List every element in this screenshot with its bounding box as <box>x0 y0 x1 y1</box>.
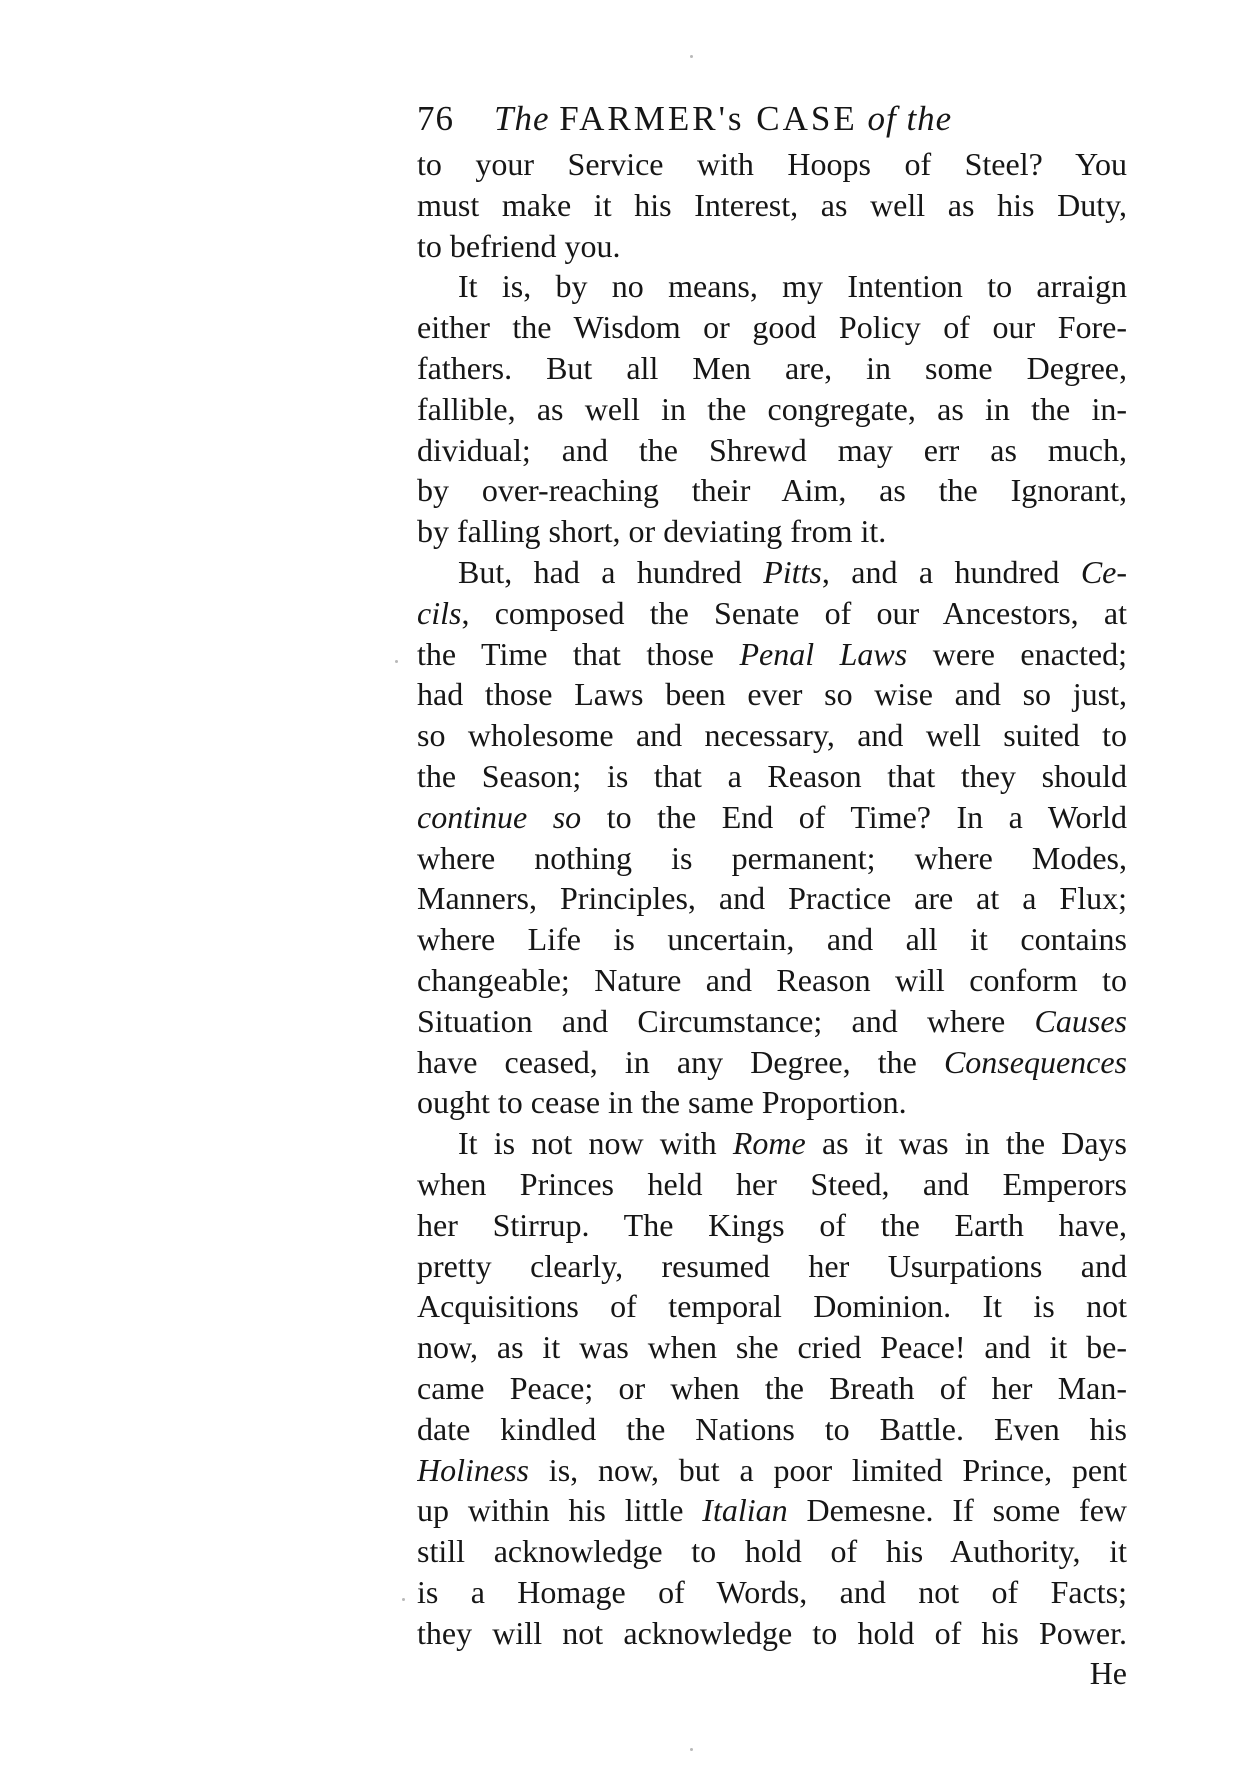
text-line <box>417 715 1127 756</box>
body-text <box>417 144 1127 1653</box>
text-line <box>417 1450 1127 1491</box>
text-run: It is, by no means, my Intention to arraign <box>458 268 1127 305</box>
text-run: But, had a hundred <box>458 553 764 590</box>
text-line <box>417 430 1127 471</box>
text-line <box>417 1164 1127 1205</box>
text-run: changeable; Nature and Reason will conform to <box>417 961 1127 998</box>
text-run: , composed the Senate of our Ancestors, at <box>461 594 1127 631</box>
text-run: to the End of Time? In a World <box>581 798 1127 835</box>
running-title <box>494 94 952 144</box>
text-run: is a Homage of Words, and not of Facts; <box>417 1573 1127 1610</box>
text-line <box>417 919 1127 960</box>
text-run: up within his little <box>417 1492 703 1529</box>
text-run: as it was in the Days <box>805 1125 1127 1162</box>
text-line <box>417 838 1127 879</box>
paper-speck <box>402 1598 405 1601</box>
italic-run: Rome <box>732 1125 806 1162</box>
text-run: they will not acknowledge to hold of his Power. <box>417 1614 1127 1651</box>
text-line <box>417 185 1127 226</box>
text-run: were enacted; <box>907 635 1127 672</box>
text-run: Demesne. If some few <box>787 1492 1127 1529</box>
text-run: still acknowledge to hold of his Authority, it <box>417 1533 1127 1570</box>
text-run: Situation and Circumstance; and where <box>417 1002 1035 1039</box>
text-run: It is not now with <box>458 1125 733 1162</box>
text-run: to your Service with Hoops of Steel? You <box>417 146 1127 182</box>
text-run: by falling short, or deviating from it. <box>417 513 887 550</box>
text-line <box>417 552 1127 593</box>
italic-run: cils <box>417 594 462 631</box>
text-run: , and a hundred <box>821 553 1081 590</box>
text-line <box>417 1368 1127 1409</box>
text-run: the Season; is that a Reason that they should <box>417 757 1127 794</box>
text-run: dividual; and the Shrewd may err as much, <box>417 431 1127 468</box>
text-block <box>417 94 1127 1694</box>
text-run: date kindled the Nations to Battle. Even his <box>417 1410 1127 1447</box>
text-line <box>417 1082 1127 1123</box>
italic-run: Italian <box>702 1492 788 1529</box>
text-run: must make it his Interest, as well as his Duty, <box>417 186 1127 223</box>
text-run: Manners, Principles, and Practice are at a Flux; <box>417 880 1127 917</box>
text-run: her Stirrup. The Kings of the Earth have, <box>417 1206 1127 1243</box>
italic-run: Pitts <box>763 553 822 590</box>
text-run: had those Laws been ever so wise and so just, <box>417 676 1127 713</box>
italic-run: Holiness <box>417 1451 529 1488</box>
text-run: the Time that those <box>417 635 740 672</box>
text-line <box>417 756 1127 797</box>
text-run: is, now, but a poor limited Prince, pent <box>529 1451 1127 1488</box>
text-line <box>417 960 1127 1001</box>
text-line <box>417 634 1127 675</box>
text-run: now, as it was when she cried Peace! and it be- <box>417 1329 1127 1366</box>
text-run: either the Wisdom or good Policy of our Fore- <box>417 309 1127 346</box>
paper-speck <box>395 660 398 663</box>
running-title-tail: of the <box>867 99 953 138</box>
text-line <box>417 593 1127 634</box>
text-line <box>417 1531 1127 1572</box>
paper-speck <box>690 1748 693 1751</box>
running-title-main: FARMER's CASE <box>559 99 858 138</box>
text-line <box>417 1572 1127 1613</box>
text-run: pretty clearly, resumed her Usurpations and <box>417 1247 1127 1284</box>
text-run: have ceased, in any Degree, the <box>417 1043 944 1080</box>
text-line <box>417 266 1127 307</box>
text-run: so wholesome and necessary, and well suited to <box>417 717 1127 754</box>
page-number: 76 <box>417 99 454 138</box>
text-line <box>417 674 1127 715</box>
text-line <box>417 1613 1127 1654</box>
italic-run: Penal Laws <box>739 635 908 672</box>
text-line <box>417 878 1127 919</box>
running-title-the: The <box>494 99 550 138</box>
text-run: came Peace; or when the Breath of her Man- <box>417 1369 1127 1406</box>
text-line <box>417 307 1127 348</box>
text-line <box>417 389 1127 430</box>
text-line <box>417 1001 1127 1042</box>
italic-run: continue so <box>417 798 582 835</box>
text-run: to befriend you. <box>417 227 621 264</box>
text-line <box>417 797 1127 838</box>
text-line <box>417 470 1127 511</box>
text-line <box>417 1327 1127 1368</box>
text-run: ought to cease in the same Proportion. <box>417 1084 907 1121</box>
text-run: Acquisitions of temporal Dominion. It is not <box>417 1288 1127 1325</box>
text-run: fathers. But all Men are, in some Degree, <box>417 349 1127 386</box>
text-line <box>417 1286 1127 1327</box>
text-run: where Life is uncertain, and all it contains <box>417 921 1127 958</box>
text-line <box>417 1042 1127 1083</box>
text-line <box>417 1205 1127 1246</box>
text-run: by over-reaching their Aim, as the Ignorant, <box>417 472 1127 509</box>
text-line <box>417 348 1127 389</box>
text-run: fallible, as well in the congregate, as in the in- <box>417 390 1127 427</box>
text-run: where nothing is permanent; where Modes, <box>417 839 1127 876</box>
running-head <box>417 94 1127 144</box>
text-run: when Princes held her Steed, and Emperors <box>417 1165 1127 1202</box>
catchword: He <box>1089 1655 1127 1692</box>
italic-run: Causes <box>1034 1002 1127 1039</box>
text-line <box>417 1490 1127 1531</box>
text-line <box>417 1123 1127 1164</box>
italic-run: Consequences <box>943 1043 1127 1080</box>
italic-run: Ce- <box>1080 553 1127 590</box>
paper-speck <box>690 55 693 58</box>
text-line <box>417 144 1127 185</box>
text-line <box>417 226 1127 267</box>
text-line <box>417 1409 1127 1450</box>
text-line <box>417 1246 1127 1287</box>
text-line <box>417 511 1127 552</box>
